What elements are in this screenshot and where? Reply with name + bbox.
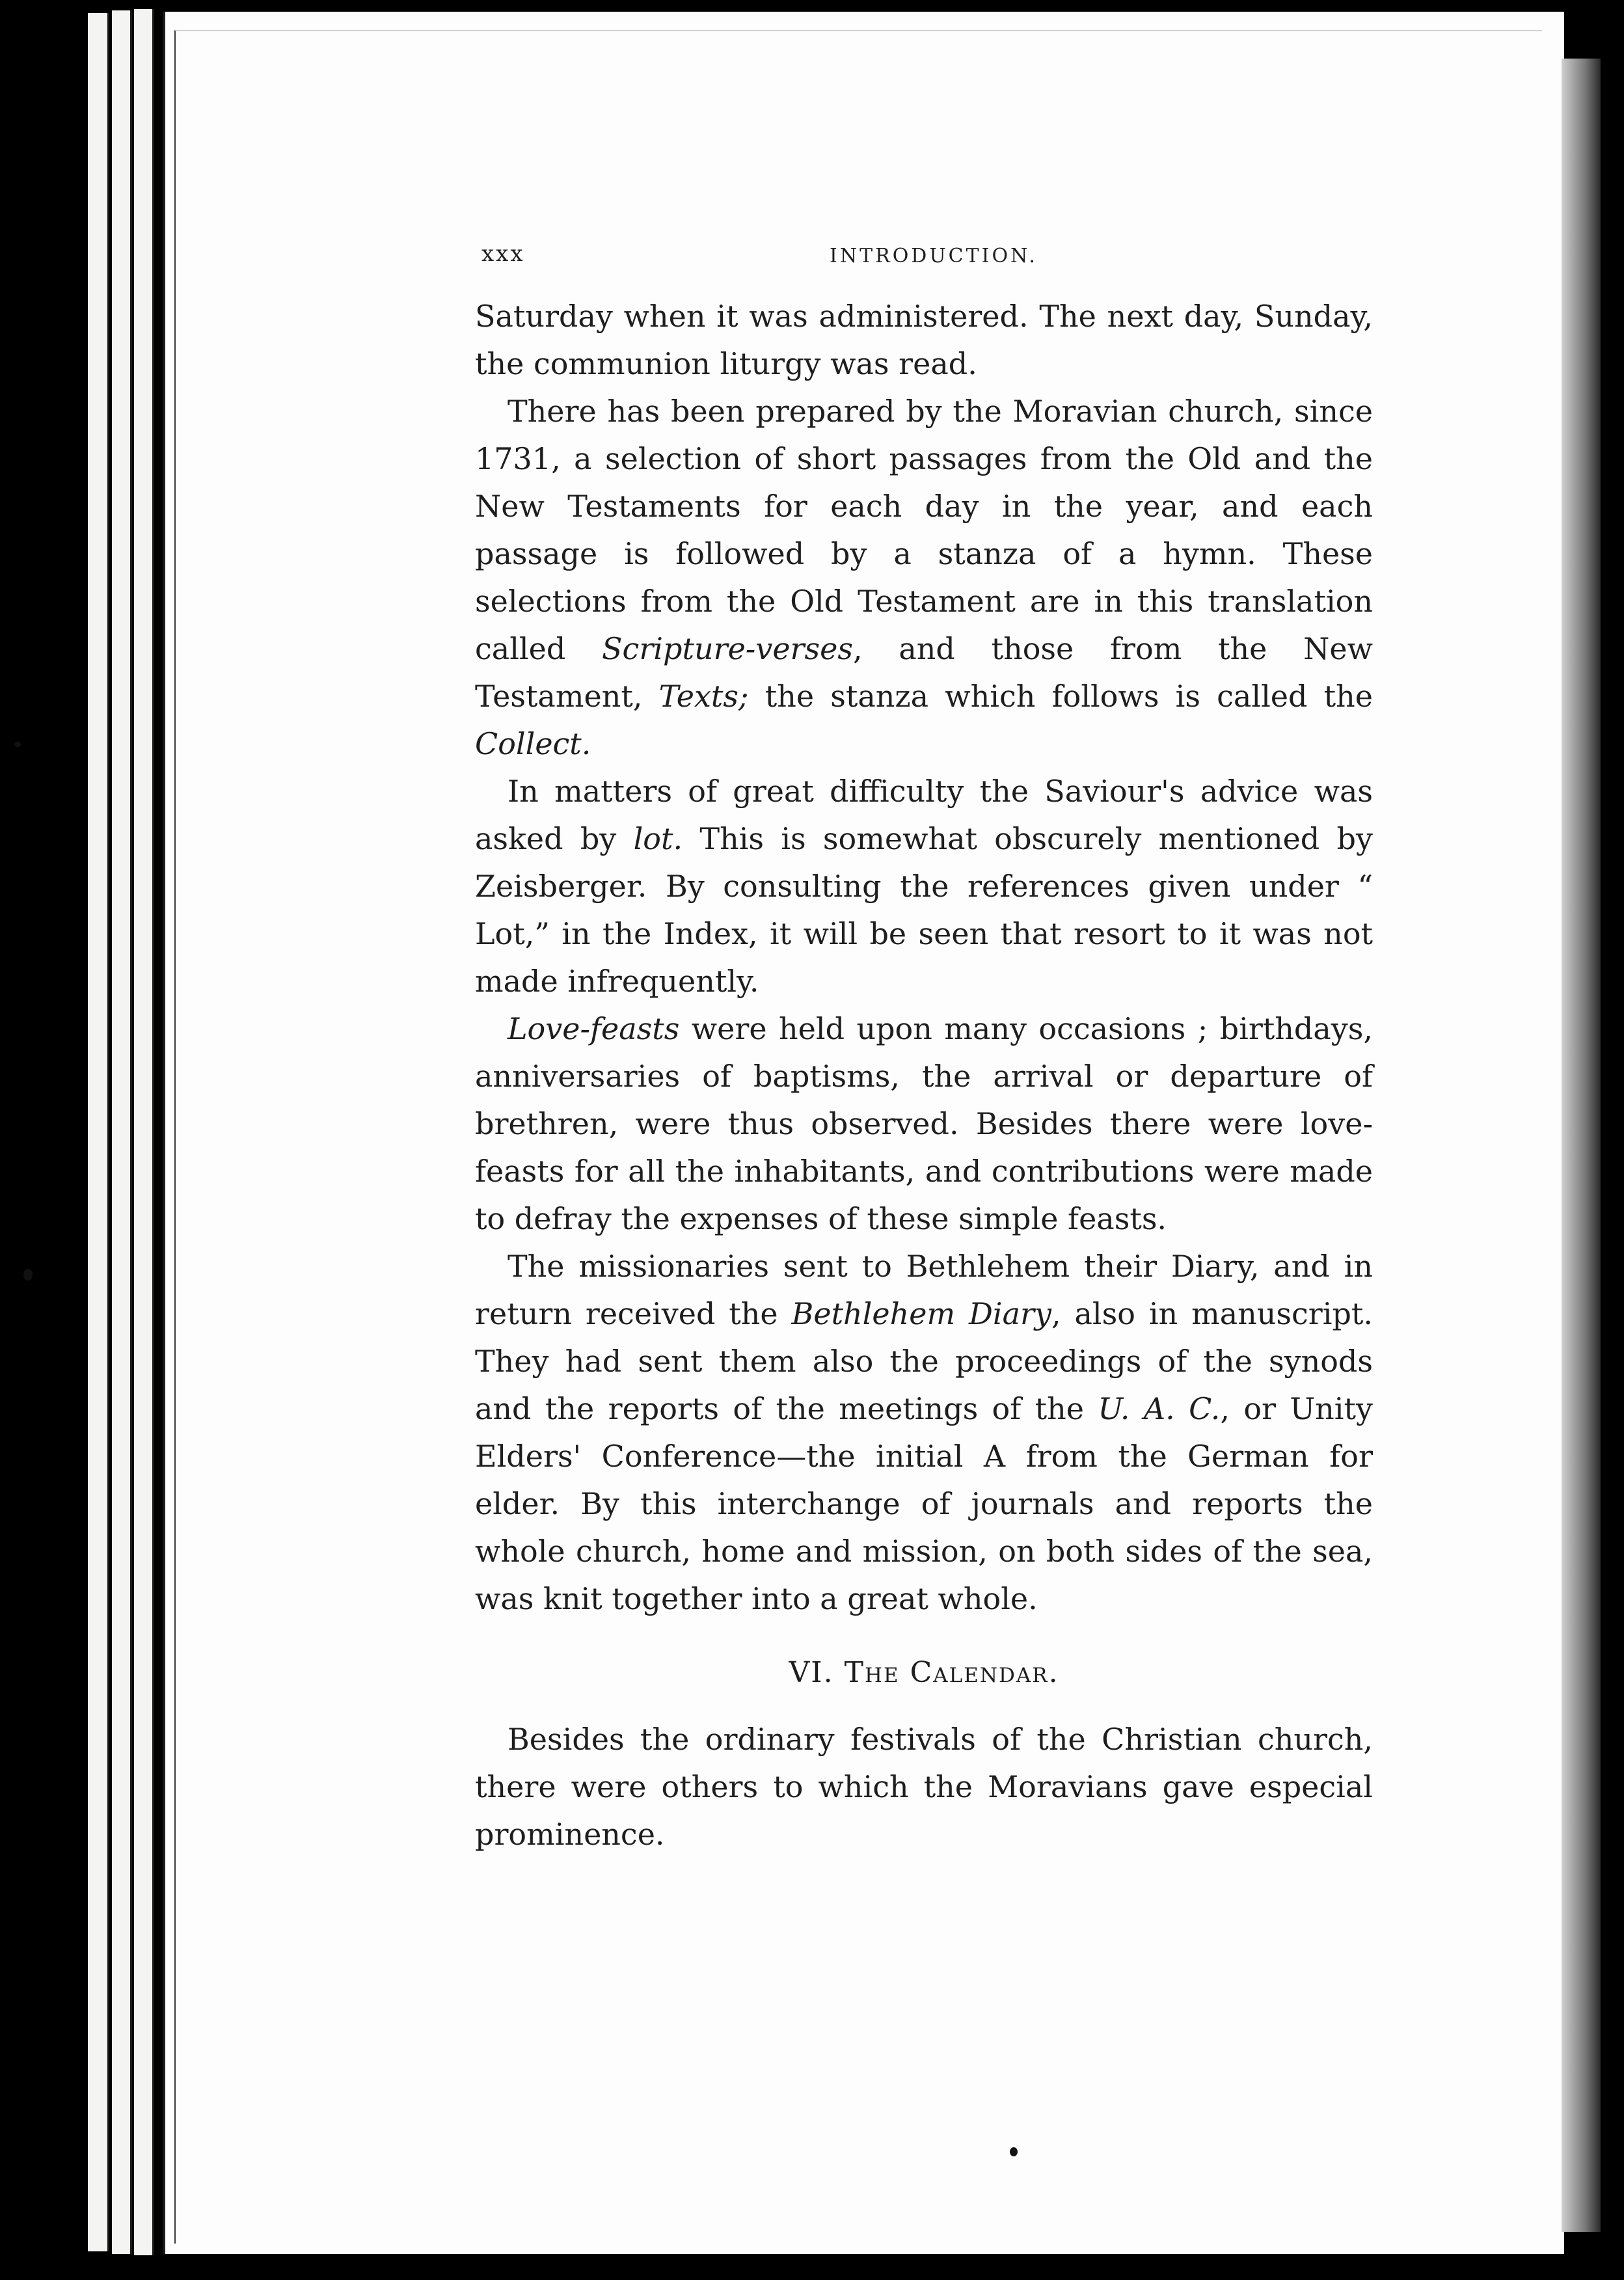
- page-edge: [112, 10, 132, 2254]
- italic-run: lot.: [633, 821, 683, 856]
- section-title: The Calendar.: [844, 1656, 1059, 1689]
- text-run: This is somewhat obscurely mentioned by Zeisberger. By consulting the references given under “ Lot,” in the Index, it will be seen that resort to it was not made infrequently.: [475, 821, 1373, 999]
- page-header: [475, 234, 1373, 293]
- body-paragraph: [475, 388, 1373, 768]
- page-gutter-shadow: [1562, 59, 1601, 2232]
- page-edge: [88, 13, 109, 2251]
- italic-run: Collect.: [475, 726, 591, 761]
- text-run: , also in manuscript. They had sent them also the proceedings of the synods and the reports of the meetings of the: [475, 1296, 1373, 1426]
- italic-run: Texts;: [658, 679, 749, 714]
- print-speck: [1010, 2147, 1018, 2156]
- body-paragraph: [475, 768, 1373, 1005]
- text-run: Saturday when it was administered. The next day, Sunday, the communion liturgy was read.: [475, 299, 1373, 381]
- page-text-block: [475, 234, 1373, 1858]
- text-run: , or Unity Elders' Conference—the initial A from the German for elder. By this interchange of journals and reports the whole church, home and mission, on both sides of the sea, was knit together into a great whole.: [475, 1391, 1373, 1616]
- text-run: There has been prepared by the Moravian church, since 1731, a selection of short passages from the Old and the New Testaments for each day in the year, and each passage is followed by a stanza of a hymn. These selections from the Old Testament are in this translation called: [475, 394, 1373, 666]
- text-run: In matters of great difficulty the Saviour's advice was asked by: [475, 774, 1373, 856]
- section-number: VI.: [789, 1656, 834, 1689]
- text-run: The missionaries sent to Bethlehem their Diary, and in return received the: [475, 1249, 1373, 1331]
- print-speck: [14, 742, 21, 747]
- text-run: , and those from the New Testament,: [475, 631, 1374, 714]
- body-paragraph: [475, 1005, 1373, 1243]
- italic-run: Bethlehem Diary: [791, 1296, 1051, 1331]
- running-head: INTRODUCTION.: [830, 245, 1038, 267]
- body-paragraphs: [475, 293, 1373, 1623]
- body-paragraph: [475, 293, 1373, 388]
- italic-run: Scripture-verses: [602, 631, 853, 666]
- page-edge: [134, 9, 154, 2255]
- print-speck: [23, 1269, 33, 1281]
- body-paragraph: [475, 1243, 1373, 1623]
- italic-run: U. A. C.: [1098, 1391, 1221, 1426]
- text-run: the stanza which follows is called the: [748, 679, 1374, 714]
- text-run: were held upon many occasions ; birthdays, anniversaries of baptisms, the arrival or departure of brethren, were thus observed. Besides there were love-feasts for all the inhabitants, and contributions were made to defray the expenses of these simple feasts.: [475, 1011, 1373, 1236]
- final-paragraph: Besides the ordinary festivals of the Christian church, there were others to which the Moravians gave especial prominence.: [475, 1722, 1373, 1852]
- page-number: xxx: [481, 241, 525, 267]
- section-heading: [475, 1649, 1373, 1696]
- italic-run: Love-feasts: [508, 1011, 680, 1046]
